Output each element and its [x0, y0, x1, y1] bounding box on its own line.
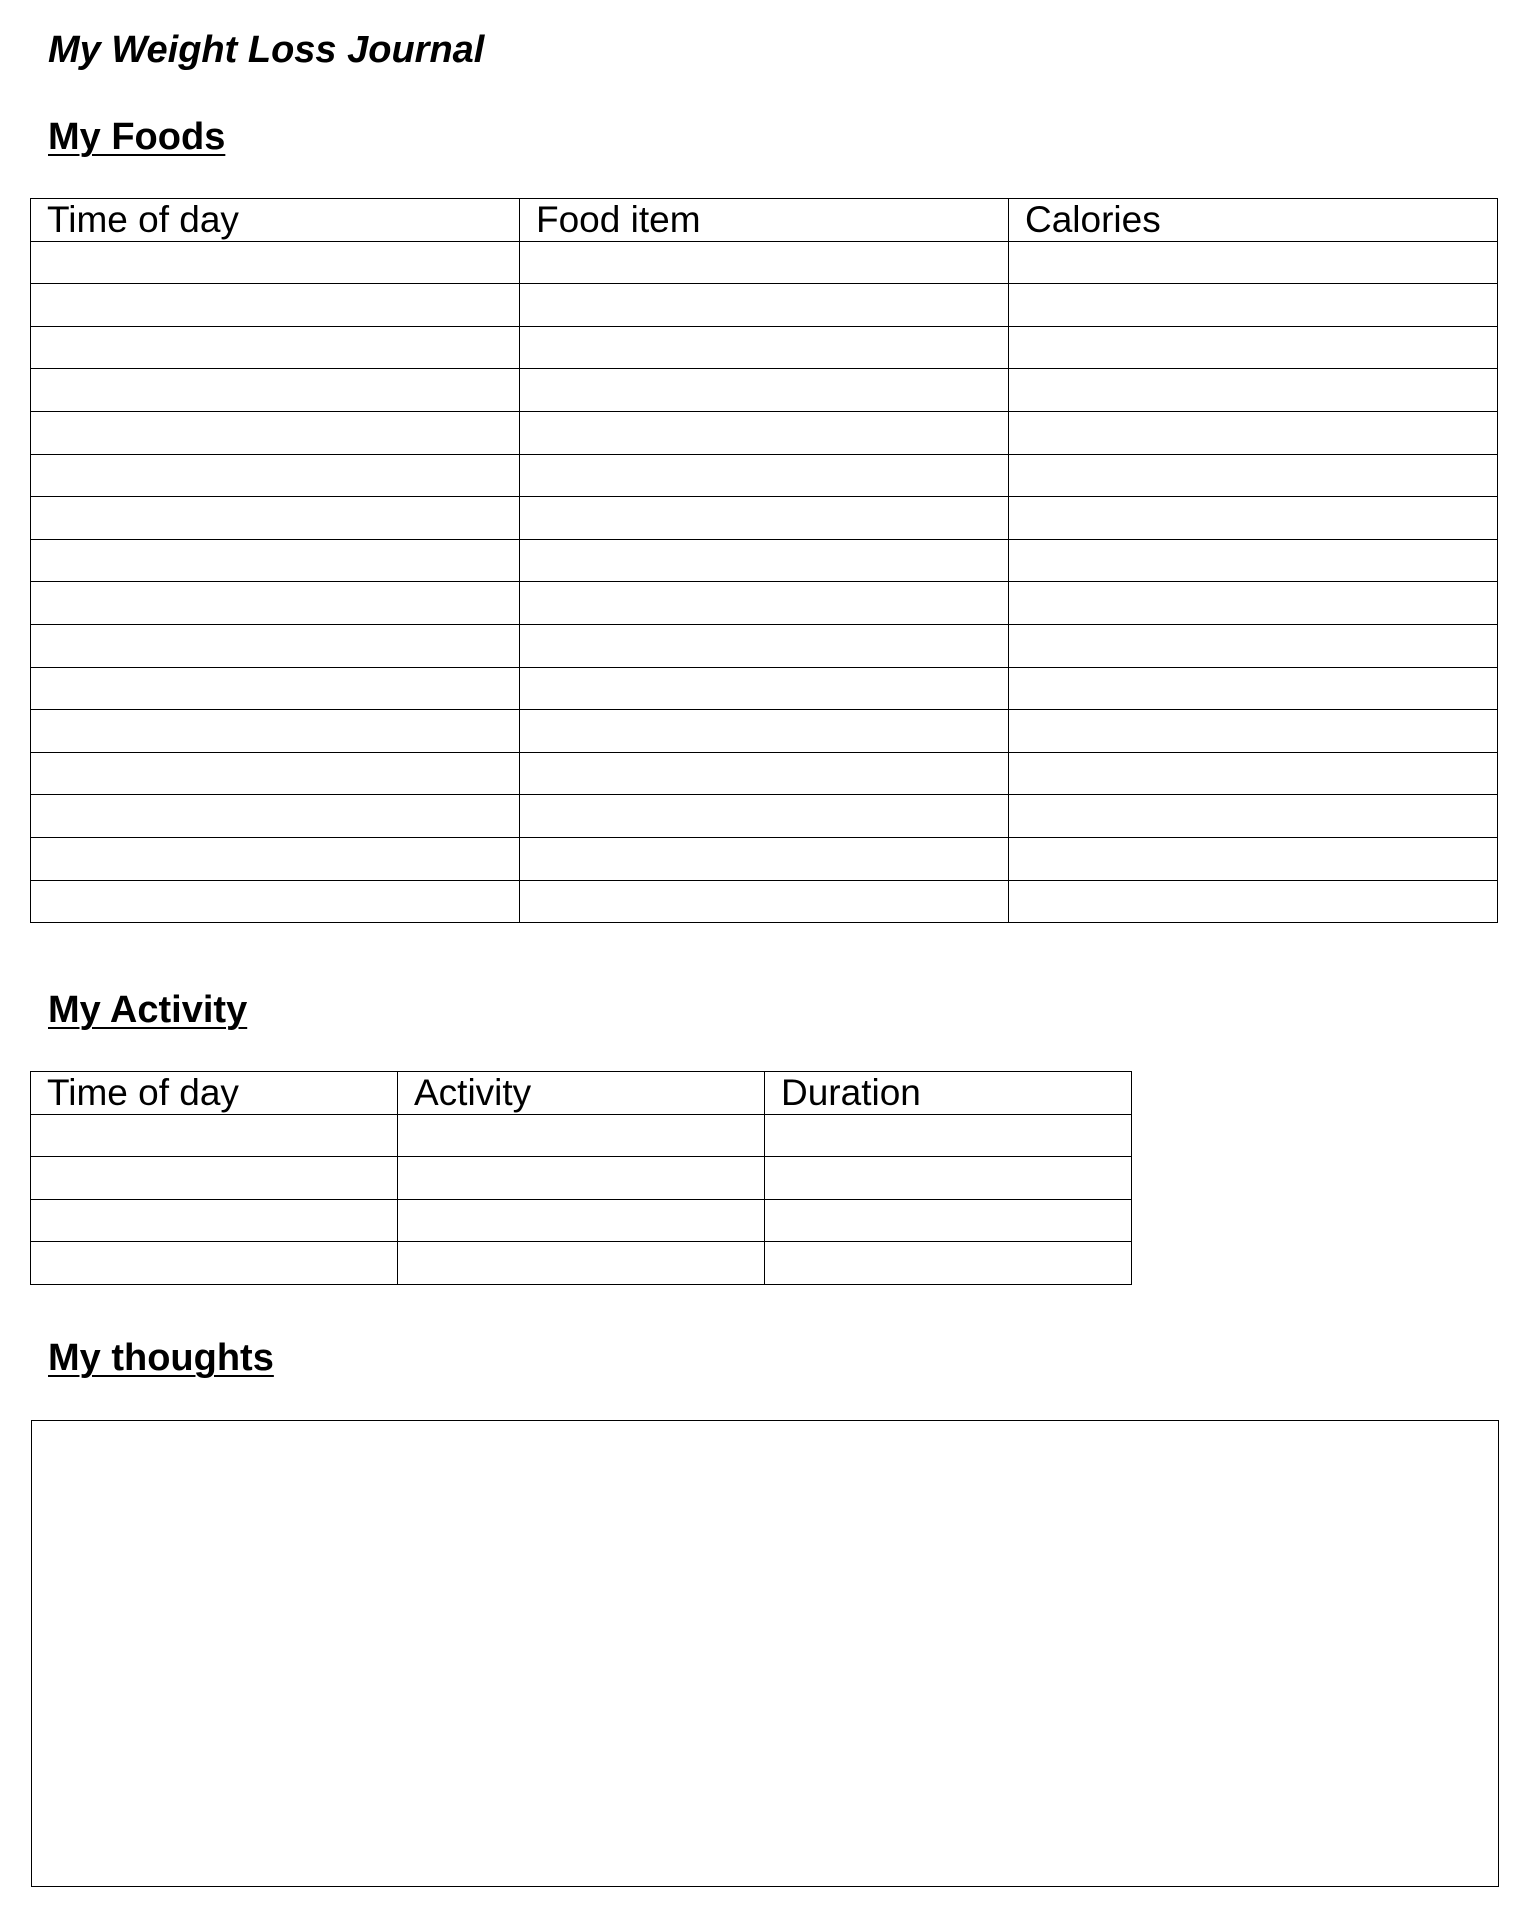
foods-table-row [31, 454, 1498, 497]
foods-table-row [31, 241, 1498, 284]
foods-col-time-of-day: Time of day [31, 199, 520, 242]
foods-entry-cell[interactable] [1009, 752, 1498, 795]
foods-table-row [31, 880, 1498, 923]
foods-table-row [31, 497, 1498, 540]
foods-entry-cell[interactable] [520, 667, 1009, 710]
foods-entry-cell[interactable] [31, 795, 520, 838]
foods-entry-cell[interactable] [520, 284, 1009, 327]
activity-entry-cell[interactable] [31, 1242, 398, 1285]
activity-entry-cell[interactable] [765, 1157, 1132, 1200]
foods-entry-cell[interactable] [31, 326, 520, 369]
foods-header-row [31, 199, 1498, 242]
activity-table-row [31, 1114, 1132, 1157]
activity-heading: My Activity [48, 989, 248, 1031]
foods-entry-cell[interactable] [31, 454, 520, 497]
foods-entry-cell[interactable] [1009, 369, 1498, 412]
activity-table [30, 1071, 1132, 1285]
foods-table-row [31, 284, 1498, 327]
activity-entry-cell[interactable] [31, 1114, 398, 1157]
foods-entry-cell[interactable] [1009, 241, 1498, 284]
foods-table [30, 198, 1498, 923]
foods-table-row [31, 624, 1498, 667]
foods-entry-cell[interactable] [31, 667, 520, 710]
foods-entry-cell[interactable] [1009, 795, 1498, 838]
foods-table-row [31, 582, 1498, 625]
foods-entry-cell[interactable] [31, 880, 520, 923]
foods-entry-cell[interactable] [520, 752, 1009, 795]
foods-table-row [31, 411, 1498, 454]
foods-entry-cell[interactable] [31, 369, 520, 412]
foods-entry-cell[interactable] [1009, 710, 1498, 753]
foods-col-food-item: Food item [520, 199, 1009, 242]
foods-table-row [31, 539, 1498, 582]
foods-entry-cell[interactable] [1009, 326, 1498, 369]
foods-entry-cell[interactable] [1009, 667, 1498, 710]
foods-entry-cell[interactable] [31, 411, 520, 454]
foods-table-row [31, 752, 1498, 795]
foods-entry-cell[interactable] [1009, 497, 1498, 540]
thoughts-heading: My thoughts [48, 1337, 274, 1379]
activity-entry-cell[interactable] [765, 1114, 1132, 1157]
foods-entry-cell[interactable] [520, 624, 1009, 667]
foods-table-row [31, 667, 1498, 710]
foods-entry-cell[interactable] [1009, 582, 1498, 625]
foods-table-row [31, 710, 1498, 753]
activity-entry-cell[interactable] [31, 1199, 398, 1242]
thoughts-box[interactable] [31, 1420, 1499, 1887]
foods-entry-cell[interactable] [520, 497, 1009, 540]
activity-table-row [31, 1199, 1132, 1242]
foods-entry-cell[interactable] [1009, 411, 1498, 454]
activity-entry-cell[interactable] [398, 1157, 765, 1200]
foods-entry-cell[interactable] [520, 326, 1009, 369]
foods-entry-cell[interactable] [1009, 454, 1498, 497]
foods-entry-cell[interactable] [31, 624, 520, 667]
foods-entry-cell[interactable] [1009, 837, 1498, 880]
activity-col-time-of-day: Time of day [31, 1072, 398, 1115]
foods-entry-cell[interactable] [1009, 539, 1498, 582]
foods-table-row [31, 369, 1498, 412]
foods-entry-cell[interactable] [520, 582, 1009, 625]
activity-entry-cell[interactable] [398, 1199, 765, 1242]
foods-heading: My Foods [48, 116, 226, 158]
foods-table-row [31, 837, 1498, 880]
foods-entry-cell[interactable] [31, 582, 520, 625]
foods-table-row [31, 795, 1498, 838]
activity-col-duration: Duration [765, 1072, 1132, 1115]
foods-entry-cell[interactable] [31, 752, 520, 795]
activity-table-row [31, 1242, 1132, 1285]
activity-table-row [31, 1157, 1132, 1200]
foods-entry-cell[interactable] [1009, 880, 1498, 923]
activity-header-row [31, 1072, 1132, 1115]
foods-col-calories: Calories [1009, 199, 1498, 242]
activity-col-activity: Activity [398, 1072, 765, 1115]
foods-entry-cell[interactable] [520, 369, 1009, 412]
activity-entry-cell[interactable] [765, 1242, 1132, 1285]
foods-entry-cell[interactable] [31, 241, 520, 284]
foods-entry-cell[interactable] [520, 710, 1009, 753]
activity-entry-cell[interactable] [398, 1242, 765, 1285]
foods-entry-cell[interactable] [520, 539, 1009, 582]
foods-entry-cell[interactable] [31, 497, 520, 540]
foods-entry-cell[interactable] [31, 837, 520, 880]
activity-entry-cell[interactable] [31, 1157, 398, 1200]
foods-entry-cell[interactable] [520, 795, 1009, 838]
activity-entry-cell[interactable] [398, 1114, 765, 1157]
foods-entry-cell[interactable] [520, 454, 1009, 497]
foods-entry-cell[interactable] [31, 710, 520, 753]
foods-entry-cell[interactable] [1009, 284, 1498, 327]
foods-entry-cell[interactable] [520, 241, 1009, 284]
journal-title: My Weight Loss Journal [48, 29, 485, 71]
foods-entry-cell[interactable] [1009, 624, 1498, 667]
foods-entry-cell[interactable] [31, 539, 520, 582]
foods-entry-cell[interactable] [31, 284, 520, 327]
foods-entry-cell[interactable] [520, 837, 1009, 880]
foods-entry-cell[interactable] [520, 411, 1009, 454]
activity-entry-cell[interactable] [765, 1199, 1132, 1242]
foods-entry-cell[interactable] [520, 880, 1009, 923]
foods-table-row [31, 326, 1498, 369]
